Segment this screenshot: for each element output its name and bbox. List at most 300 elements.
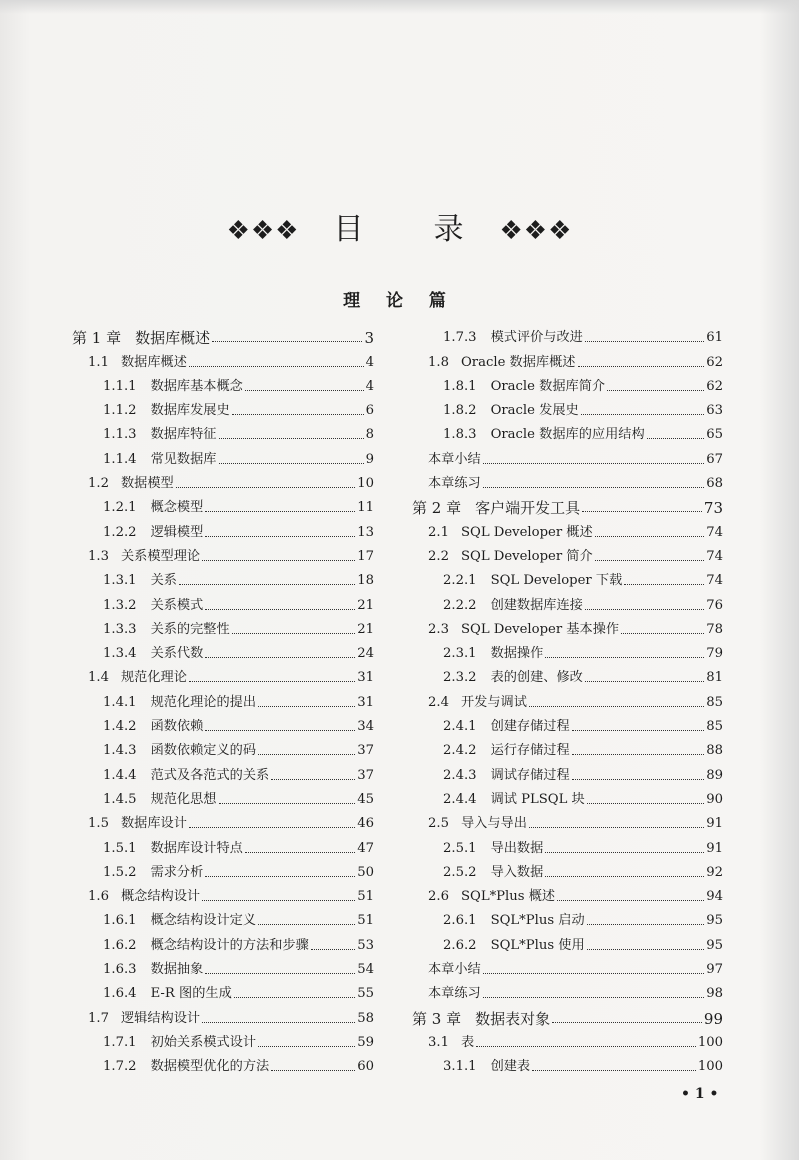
toc-leader-dots <box>205 657 355 658</box>
toc-entry[interactable] <box>72 492 374 516</box>
toc-leader-dots <box>205 876 355 877</box>
toc-entry-label: 数据库基本概念 <box>150 378 243 394</box>
toc-entry-number: 第 3 章 <box>412 1009 462 1028</box>
toc-leader-dots <box>258 706 355 707</box>
toc-entry[interactable] <box>72 905 374 929</box>
toc-entry-label: 概念结构设计的方法和步骤 <box>150 937 309 953</box>
toc-leader-dots <box>258 1046 355 1047</box>
toc-entry-label: SQL Developer 简介 <box>460 548 593 564</box>
toc-entry[interactable] <box>412 881 723 905</box>
toc-entry-label: 导出数据 <box>490 840 544 856</box>
toc-leader-dots <box>189 681 355 682</box>
toc-leader-dots <box>205 730 355 731</box>
toc-leader-dots <box>587 949 705 950</box>
toc-leader-dots <box>587 924 705 925</box>
toc-entry-page: 74 <box>706 524 723 540</box>
toc-entry-label: SQL Developer 基本操作 <box>460 621 620 637</box>
toc-entry-number: 1.8 <box>428 354 449 370</box>
toc-entry[interactable] <box>72 565 374 589</box>
toc-entry[interactable] <box>72 346 374 370</box>
toc-entry-number: 2.5 <box>428 816 449 832</box>
toc-entry-page: 31 <box>357 694 374 710</box>
toc-summary-entry[interactable] <box>412 468 723 492</box>
toc-entry-page: 53 <box>357 937 374 953</box>
toc-entry-number: 1.2 <box>88 476 109 492</box>
toc-entry-number: 2.5.2 <box>443 864 477 880</box>
toc-entry-page: 4 <box>365 378 374 394</box>
toc-entry-number: 2.5.1 <box>443 840 477 856</box>
toc-entry-label: 调试存储过程 <box>490 767 570 783</box>
toc-entry-page: 91 <box>706 816 723 832</box>
toc-entry-label: 需求分析 <box>150 864 204 880</box>
toc-entry-number: 1.7.3 <box>443 330 477 346</box>
toc-entry[interactable] <box>412 419 723 443</box>
toc-entry-page: 46 <box>357 816 374 832</box>
toc-leader-dots <box>232 633 356 634</box>
toc-leader-dots <box>176 487 355 488</box>
toc-entry[interactable] <box>72 443 374 467</box>
toc-entry[interactable] <box>412 1051 723 1075</box>
toc-entry[interactable] <box>72 371 374 395</box>
toc-entry-page: 21 <box>357 597 374 613</box>
toc-leader-dots <box>258 754 355 755</box>
toc-summary-entry[interactable] <box>412 443 723 467</box>
toc-entry-number: 3.1.1 <box>443 1059 477 1075</box>
toc-entry-number: 1.3.2 <box>103 597 137 613</box>
toc-leader-dots <box>189 827 355 828</box>
toc-entry-number: 1.1.1 <box>103 378 137 394</box>
toc-entry-number: 1.8.1 <box>443 378 477 394</box>
toc-entry-label: Oracle 发展史 <box>490 403 579 419</box>
toc-leader-dots <box>595 560 705 561</box>
toc-entry-label: 模式评价与改进 <box>490 330 583 346</box>
toc-entry-number: 2.3.1 <box>443 646 477 662</box>
toc-leader-dots <box>483 487 704 488</box>
toc-entry-page: 88 <box>706 743 723 759</box>
toc-entry-page: 13 <box>357 524 374 540</box>
toc-entry-label: 本章练习 <box>428 986 481 1002</box>
toc-entry-page: 100 <box>697 1059 723 1075</box>
toc-entry-page: 61 <box>706 330 723 346</box>
toc-entry-page: 68 <box>706 476 723 492</box>
toc-leader-dots <box>483 463 704 464</box>
toc-leader-dots <box>245 390 364 391</box>
toc-leader-dots <box>545 852 704 853</box>
toc-left-column <box>72 322 374 1075</box>
toc-entry-page: 9 <box>365 451 374 467</box>
toc-leader-dots <box>607 390 704 391</box>
toc-entry[interactable] <box>412 346 723 370</box>
toc-entry-page: 10 <box>357 476 374 492</box>
toc-leader-dots <box>245 852 355 853</box>
toc-leader-dots <box>647 438 705 439</box>
toc-entry-page: 8 <box>365 427 374 443</box>
toc-entry-number: 2.1 <box>428 524 449 540</box>
toc-entry-number: 2.3 <box>428 621 449 637</box>
toc-entry[interactable] <box>72 662 374 686</box>
toc-entry-number: 1.4.1 <box>103 694 137 710</box>
toc-entry-page: 85 <box>706 694 723 710</box>
toc-entry-label: 数据库概述 <box>120 354 187 370</box>
toc-entry-page: 94 <box>706 889 723 905</box>
toc-entry[interactable] <box>412 929 723 953</box>
toc-entry-number: 1.3.1 <box>103 573 137 589</box>
toc-entry-page: 62 <box>706 354 723 370</box>
toc-leader-dots <box>582 511 702 512</box>
title-word-left: 目 <box>333 212 366 247</box>
toc-entry[interactable] <box>72 395 374 419</box>
toc-entry[interactable] <box>72 832 374 856</box>
toc-entry-number: 1.5 <box>88 816 109 832</box>
toc-entry-page: 63 <box>706 403 723 419</box>
toc-entry-label: SQL*Plus 使用 <box>490 937 585 953</box>
toc-entry[interactable] <box>412 541 723 565</box>
toc-entry[interactable] <box>72 1027 374 1051</box>
toc-entry-label: 数据库概述 <box>135 329 211 348</box>
toc-entry-page: 90 <box>706 791 723 807</box>
toc-entry-label: 客户端开发工具 <box>475 499 581 518</box>
toc-entry-page: 99 <box>703 1009 723 1028</box>
toc-entry-number: 1.2.1 <box>103 500 137 516</box>
toc-entry-number: 2.6.1 <box>443 913 477 929</box>
toc-entry[interactable] <box>412 759 723 783</box>
toc-entry-page: 21 <box>357 621 374 637</box>
toc-entry-label: 创建数据库连接 <box>490 597 583 613</box>
toc-entry-number: 1.6.2 <box>103 937 137 953</box>
toc-entry-number: 1.1.3 <box>103 427 137 443</box>
toc-entry-page: 51 <box>357 913 374 929</box>
toc-leader-dots <box>483 997 704 998</box>
toc-summary-entry[interactable] <box>412 978 723 1002</box>
toc-entry-page: 62 <box>706 378 723 394</box>
toc-entry[interactable] <box>72 881 374 905</box>
toc-leader-dots <box>205 511 355 512</box>
toc-entry[interactable] <box>72 468 374 492</box>
toc-leader-dots <box>202 900 355 901</box>
toc-leader-dots <box>483 973 704 974</box>
toc-entry-label: 规范化思想 <box>150 791 217 807</box>
toc-entry-page: 85 <box>706 719 723 735</box>
toc-entry[interactable] <box>72 419 374 443</box>
toc-entry-label: 初始关系模式设计 <box>150 1034 257 1050</box>
toc-leader-dots <box>545 657 704 658</box>
toc-leader-dots <box>271 779 355 780</box>
toc-entry-label: 函数依赖 <box>150 719 204 735</box>
toc-entry[interactable] <box>72 614 374 638</box>
toc-entry-page: 100 <box>697 1034 723 1050</box>
toc-chapter-entry[interactable] <box>72 322 374 346</box>
toc-entry-number: 1.8.2 <box>443 403 477 419</box>
toc-entry[interactable] <box>72 759 374 783</box>
toc-entry-page: 73 <box>703 499 723 518</box>
toc-entry[interactable] <box>72 589 374 613</box>
toc-entry-page: 92 <box>706 864 723 880</box>
toc-leader-dots <box>578 366 705 367</box>
toc-entry-label: 本章练习 <box>428 476 481 492</box>
toc-entry-number: 2.4.3 <box>443 767 477 783</box>
toc-entry-number: 2.6 <box>428 889 449 905</box>
toc-entry-number: 1.5.1 <box>103 840 137 856</box>
toc-entry-number: 1.4 <box>88 670 109 686</box>
toc-entry-label: Oracle 数据库概述 <box>460 354 576 370</box>
toc-entry-label: 创建存储过程 <box>490 719 570 735</box>
toc-entry-number: 1.6.4 <box>103 986 137 1002</box>
toc-entry-number: 2.2.2 <box>443 597 477 613</box>
toc-entry-label: 规范化理论的提出 <box>150 694 257 710</box>
toc-entry-label: 导入数据 <box>490 864 544 880</box>
toc-entry-number: 2.2 <box>428 548 449 564</box>
toc-entry-page: 74 <box>706 573 723 589</box>
toc-leader-dots <box>557 900 704 901</box>
toc-leader-dots <box>202 560 355 561</box>
toc-entry-number: 1.1.4 <box>103 451 137 467</box>
toc-entry-number: 1.3 <box>88 548 109 564</box>
toc-chapter-entry[interactable] <box>412 1002 723 1026</box>
toc-leader-dots <box>532 1070 696 1071</box>
toc-entry-page: 65 <box>706 427 723 443</box>
toc-entry[interactable] <box>72 954 374 978</box>
toc-entry-number: 1.4.5 <box>103 791 137 807</box>
title-word-right: 录 <box>433 212 466 247</box>
toc-leader-dots <box>581 414 705 415</box>
toc-leader-dots <box>234 997 355 998</box>
toc-summary-entry[interactable] <box>412 954 723 978</box>
toc-leader-dots <box>232 414 364 415</box>
toc-entry-page: 47 <box>357 840 374 856</box>
toc-entry[interactable] <box>72 784 374 808</box>
toc-entry-label: 关系的完整性 <box>150 621 230 637</box>
toc-entry[interactable] <box>72 1002 374 1026</box>
toc-leader-dots <box>202 1022 355 1023</box>
toc-leader-dots <box>552 1022 702 1023</box>
toc-entry-label: 逻辑模型 <box>150 524 204 540</box>
toc-entry-label: 关系 <box>150 573 177 589</box>
toc-entry-label: 调试 PLSQL 块 <box>490 791 585 807</box>
toc-leader-dots <box>585 341 704 342</box>
toc-entry-number: 1.5.2 <box>103 864 137 880</box>
toc-entry-page: 97 <box>706 962 723 978</box>
toc-entry-label: 导入与导出 <box>460 816 527 832</box>
toc-entry-page: 51 <box>357 889 374 905</box>
toc-entry-label: 本章小结 <box>428 451 481 467</box>
toc-entry-page: 37 <box>357 767 374 783</box>
toc-entry-page: 98 <box>706 986 723 1002</box>
toc-entry-page: 91 <box>706 840 723 856</box>
toc-entry-number: 1.3.3 <box>103 621 137 637</box>
toc-entry-label: 关系模型理论 <box>120 548 201 564</box>
part-heading: 理 论 篇 <box>343 291 456 311</box>
toc-entry-page: 4 <box>365 354 374 370</box>
toc-entry-label: 概念模型 <box>150 500 204 516</box>
toc-entry-page: 59 <box>357 1034 374 1050</box>
toc-entry-page: 45 <box>357 791 374 807</box>
toc-entry-number: 1.1 <box>88 354 109 370</box>
toc-entry-number: 第 1 章 <box>72 329 122 348</box>
toc-entry-label: 函数依赖定义的码 <box>150 743 257 759</box>
toc-entry[interactable] <box>412 565 723 589</box>
toc-entry-label: 创建表 <box>490 1059 531 1075</box>
toc-entry-label: 运行存储过程 <box>490 743 570 759</box>
toc-entry[interactable] <box>72 735 374 759</box>
toc-entry[interactable] <box>72 929 374 953</box>
toc-leader-dots <box>179 584 355 585</box>
toc-entry-label: SQL*Plus 概述 <box>460 889 556 905</box>
toc-entry-label: 关系模式 <box>150 597 204 613</box>
toc-entry-label: 本章小结 <box>428 962 481 978</box>
toc-leader-dots <box>587 803 704 804</box>
toc-entry[interactable] <box>72 541 374 565</box>
toc-leader-dots <box>476 1046 696 1047</box>
toc-entry-label: 关系代数 <box>150 646 204 662</box>
toc-entry[interactable] <box>412 395 723 419</box>
toc-entry-label: 数据库设计 <box>120 816 187 832</box>
toc-entry[interactable] <box>72 686 374 710</box>
toc-entry-number: 1.7.2 <box>103 1059 137 1075</box>
toc-entry[interactable] <box>72 516 374 540</box>
toc-entry-label: 数据库设计特点 <box>150 840 243 856</box>
toc-entry[interactable] <box>412 638 723 662</box>
toc-leader-dots <box>621 633 704 634</box>
toc-entry-page: 6 <box>365 403 374 419</box>
ornament-right: ❖❖❖ <box>499 216 573 246</box>
toc-entry-number: 1.6.1 <box>103 913 137 929</box>
toc-entry-page: 74 <box>706 548 723 564</box>
toc-entry-label: 范式及各范式的关系 <box>150 767 270 783</box>
toc-entry-label: 规范化理论 <box>120 670 187 686</box>
toc-leader-dots <box>529 706 704 707</box>
toc-entry-label: 概念结构设计定义 <box>150 913 257 929</box>
toc-entry-label: 表的创建、修改 <box>490 670 583 686</box>
toc-chapter-entry[interactable] <box>412 492 723 516</box>
toc-leader-dots <box>585 681 704 682</box>
toc-entry-number: 1.7.1 <box>103 1034 137 1050</box>
toc-leader-dots <box>572 779 705 780</box>
toc-entry[interactable] <box>412 711 723 735</box>
toc-entry-number: 1.8.3 <box>443 427 477 443</box>
toc-entry-page: 37 <box>357 743 374 759</box>
toc-entry-number: 1.3.4 <box>103 646 137 662</box>
toc-entry-page: 95 <box>706 913 723 929</box>
toc-entry-label: 数据库特征 <box>150 427 217 443</box>
toc-entry-page: 3 <box>364 329 374 348</box>
toc-entry[interactable] <box>412 905 723 929</box>
toc-entry[interactable] <box>412 614 723 638</box>
toc-entry-label: 逻辑结构设计 <box>120 1010 201 1026</box>
toc-entry[interactable] <box>412 322 723 346</box>
toc-leader-dots <box>595 536 705 537</box>
toc-leader-dots <box>205 973 355 974</box>
toc-entry-label: Oracle 数据库简介 <box>490 378 606 394</box>
toc-entry[interactable] <box>72 978 374 1002</box>
toc-entry[interactable] <box>412 832 723 856</box>
toc-entry-label: 数据模型 <box>120 476 174 492</box>
toc-entry-number: 2.4.1 <box>443 719 477 735</box>
toc-entry-page: 60 <box>357 1059 374 1075</box>
toc-entry-number: 1.6.3 <box>103 962 137 978</box>
toc-entry-page: 34 <box>357 719 374 735</box>
toc-entry-label: 常见数据库 <box>150 451 217 467</box>
toc-leader-dots <box>219 803 356 804</box>
toc-leader-dots <box>219 463 364 464</box>
toc-entry-number: 1.2.2 <box>103 524 137 540</box>
toc-leader-dots <box>212 341 362 342</box>
toc-entry-number: 1.7 <box>88 1010 109 1026</box>
toc-entry-page: 67 <box>706 451 723 467</box>
toc-leader-dots <box>205 609 355 610</box>
toc-entry[interactable] <box>72 711 374 735</box>
toc-leader-dots <box>219 438 364 439</box>
toc-entry-label: 数据操作 <box>490 646 544 662</box>
toc-entry-number: 第 2 章 <box>412 499 462 518</box>
toc-entry[interactable] <box>412 662 723 686</box>
toc-leader-dots <box>258 924 355 925</box>
toc-entry-page: 89 <box>706 767 723 783</box>
toc-entry[interactable] <box>412 1027 723 1051</box>
toc-entry-label: E-R 图的生成 <box>150 986 232 1002</box>
toc-entry-label: 开发与调试 <box>460 694 527 710</box>
toc-leader-dots <box>271 1070 355 1071</box>
toc-entry-label: 数据库发展史 <box>150 403 230 419</box>
toc-leader-dots <box>529 827 704 828</box>
toc-entry-label: 概念结构设计 <box>120 889 201 905</box>
toc-entry-page: 11 <box>357 500 374 516</box>
toc-leader-dots <box>311 949 355 950</box>
toc-entry-page: 79 <box>706 646 723 662</box>
toc-entry-page: 58 <box>357 1010 374 1026</box>
toc-leader-dots <box>189 366 364 367</box>
toc-entry-page: 78 <box>706 621 723 637</box>
toc-entry-label: 表 <box>460 1034 475 1050</box>
page-number: • 1 • <box>681 1086 719 1102</box>
toc-entry[interactable] <box>412 686 723 710</box>
toc-entry-page: 54 <box>357 962 374 978</box>
toc-entry[interactable] <box>412 857 723 881</box>
toc-entry[interactable] <box>72 638 374 662</box>
toc-leader-dots <box>585 609 704 610</box>
toc-entry-number: 2.4 <box>428 694 449 710</box>
toc-entry-number: 1.4.3 <box>103 743 137 759</box>
toc-entry[interactable] <box>72 1051 374 1075</box>
toc-entry-number: 2.6.2 <box>443 937 477 953</box>
toc-entry-label: 数据抽象 <box>150 962 204 978</box>
toc-entry-page: 50 <box>357 864 374 880</box>
toc-title <box>0 204 799 248</box>
toc-leader-dots <box>624 584 704 585</box>
toc-entry-number: 1.4.2 <box>103 719 137 735</box>
toc-leader-dots <box>205 536 355 537</box>
toc-entry-number: 1.6 <box>88 889 109 905</box>
toc-entry[interactable] <box>412 371 723 395</box>
toc-entry-page: 55 <box>357 986 374 1002</box>
toc-entry-label: SQL Developer 概述 <box>460 524 593 540</box>
toc-entry-number: 3.1 <box>428 1034 449 1050</box>
toc-entry-label: SQL Developer 下载 <box>490 573 623 589</box>
toc-entry[interactable] <box>72 857 374 881</box>
toc-entry[interactable] <box>412 784 723 808</box>
toc-entry-label: Oracle 数据库的应用结构 <box>490 427 645 443</box>
toc-entry[interactable] <box>412 808 723 832</box>
toc-entry-label: 数据模型优化的方法 <box>150 1059 270 1075</box>
toc-entry[interactable] <box>72 808 374 832</box>
toc-entry-number: 2.3.2 <box>443 670 477 686</box>
toc-entry-number: 2.4.4 <box>443 791 477 807</box>
toc-entry[interactable] <box>412 589 723 613</box>
toc-entry[interactable] <box>412 735 723 759</box>
toc-entry-number: 1.1.2 <box>103 403 137 419</box>
toc-entry-page: 81 <box>706 670 723 686</box>
toc-entry-number: 2.2.1 <box>443 573 477 589</box>
toc-entry[interactable] <box>412 516 723 540</box>
